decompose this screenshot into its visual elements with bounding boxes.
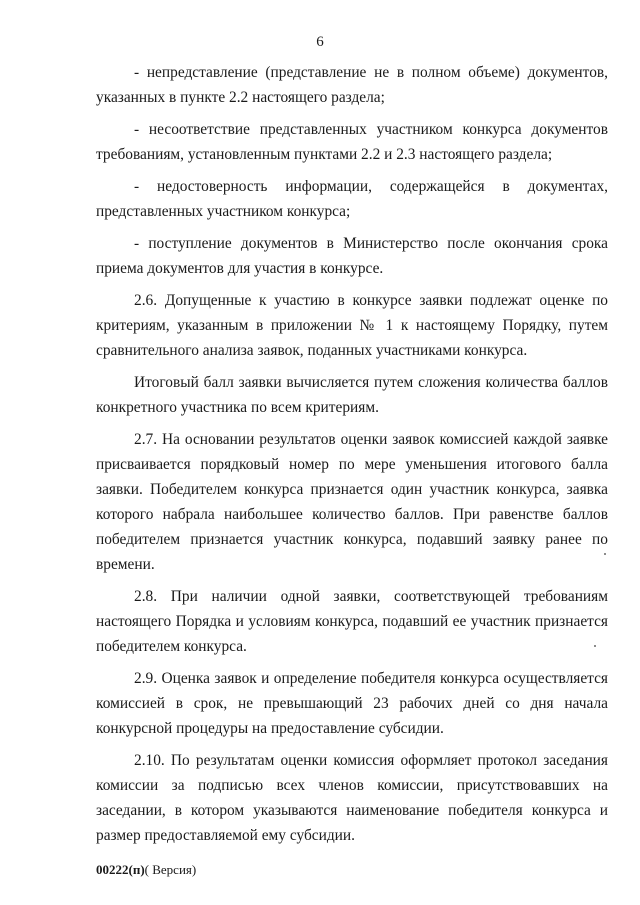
- paragraph-noncompliance: - несоответствие представленных участником конкурса документов требованиям, установленным пунктами 2.2 и 2.3 настоящего раздела;: [96, 121, 608, 163]
- document-body: [96, 60, 608, 855]
- scan-speck: [594, 645, 596, 647]
- paragraph-2-7: 2.7. На основании результатов оценки заявок комиссией каждой заявке присваивается порядковый номер по мере уменьшения итогового балла заявки. Победителем конкурса признается один участник конкурса, заявка которого набрала наибольшее количество баллов. При равенстве баллов победителем признается участник конкурса, подавший заявку ранее по времени.: [96, 431, 608, 573]
- paragraph-2-10: 2.10. По результатам оценки комиссия оформляет протокол заседания комиссии за подписью всех членов комиссии, присутствовавших на заседании, в котором указываются наименование победителя конкурса и размер предоставляемой ему субсидии.: [96, 752, 608, 844]
- paragraph-2-8: 2.8. При наличии одной заявки, соответствующей требованиям настоящего Порядка и условиям конкурса, подавший ее участник признается победителем конкурса.: [96, 588, 608, 655]
- paragraph-unreliable-info: - недостоверность информации, содержащейся в документах, представленных участником конкурса;: [96, 178, 608, 220]
- page-number: 6: [316, 34, 324, 50]
- document-code: 00222(п): [96, 862, 145, 877]
- paragraph-2-6: 2.6. Допущенные к участию в конкурсе заявки подлежат оценке по критериям, указанным в приложении № 1 к настоящему Порядку, путем сравнительного анализа заявок, поданных участниками конкурса.: [96, 292, 608, 359]
- paragraph-missing-documents: - непредставление (представление не в полном объеме) документов, указанных в пункте 2.2 настоящего раздела;: [96, 64, 608, 106]
- scan-speck: [604, 553, 606, 555]
- document-version: ( Версия): [144, 862, 197, 877]
- paragraph-late-submission: - поступление документов в Министерство после окончания срока приема документов для участия в конкурсе.: [96, 235, 608, 277]
- paragraph-total-score: Итоговый балл заявки вычисляется путем сложения количества баллов конкретного участника по всем критериям.: [96, 374, 608, 416]
- document-footer: [96, 862, 196, 878]
- paragraph-2-9: 2.9. Оценка заявок и определение победителя конкурса осуществляется комиссией в срок, не превышающий 23 рабочих дней со дня начала конкурсной процедуры на предоставление субсидии.: [96, 670, 608, 737]
